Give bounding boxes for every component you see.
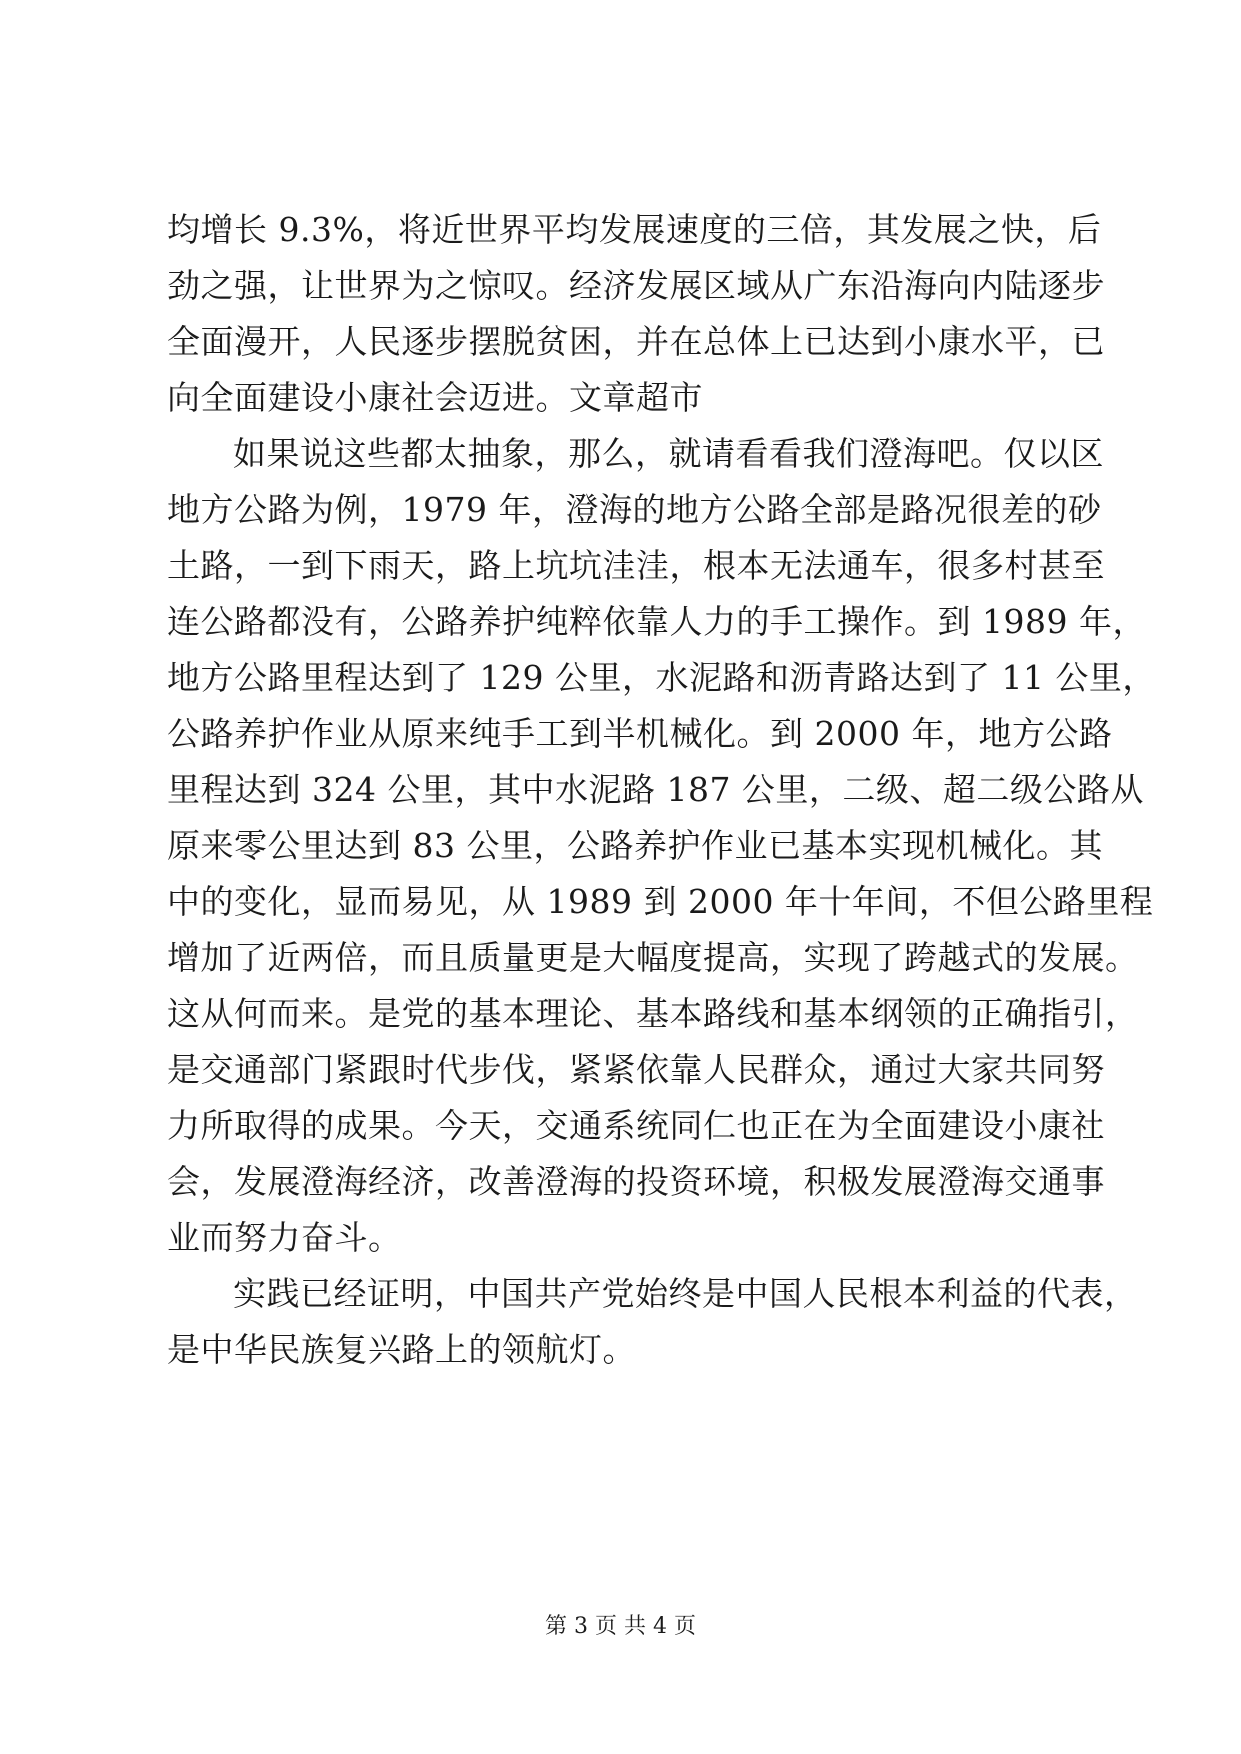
paragraph-2-line-9: 中的变化，显而易见，从 1989 到 2000 年十年间，不但公路里程 bbox=[167, 882, 1154, 921]
paragraph-1-line-4: 向全面建设小康社会迈进。文章超市 bbox=[167, 378, 703, 417]
paragraph-1-line-1: 均增长 9.3%，将近世界平均发展速度的三倍，其发展之快，后 bbox=[167, 210, 1102, 249]
paragraph-2-line-12: 是交通部门紧跟时代步伐，紧紧依靠人民群众，通过大家共同努 bbox=[167, 1050, 1105, 1089]
paragraph-2-line-5: 地方公路里程达到了 129 公里，水泥路和沥青路达到了 11 公里， bbox=[167, 658, 1156, 697]
paragraph-2-line-8: 原来零公里达到 83 公里，公路养护作业已基本实现机械化。其 bbox=[167, 826, 1103, 865]
paragraph-2-line-3: 土路，一到下雨天，路上坑坑洼洼，根本无法通车，很多村甚至 bbox=[167, 546, 1105, 585]
paragraph-2-line-6: 公路养护作业从原来纯手工到半机械化。到 2000 年，地方公路 bbox=[167, 714, 1113, 753]
paragraph-2-line-14: 会，发展澄海经济，改善澄海的投资环境，积极发展澄海交通事 bbox=[167, 1162, 1105, 1201]
paragraph-3-line-2: 是中华民族复兴路上的领航灯。 bbox=[167, 1330, 636, 1369]
paragraph-1-line-3: 全面漫开，人民逐步摆脱贫困，并在总体上已达到小康水平，已 bbox=[167, 322, 1105, 361]
paragraph-2-line-15: 业而努力奋斗。 bbox=[167, 1218, 402, 1257]
paragraph-2-line-7: 里程达到 324 公里，其中水泥路 187 公里，二级、超二级公路从 bbox=[167, 770, 1144, 809]
paragraph-3-line-1: 实践已经证明，中国共产党始终是中国人民根本利益的代表， bbox=[233, 1274, 1138, 1313]
paragraph-2-line-13: 力所取得的成果。今天，交通系统同仁也正在为全面建设小康社 bbox=[167, 1106, 1105, 1145]
page-number-footer: 第 3 页 共 4 页 bbox=[545, 1614, 696, 1639]
paragraph-2-line-2: 地方公路为例，1979 年，澄海的地方公路全部是路况很差的砂 bbox=[167, 490, 1102, 529]
paragraph-2-line-4: 连公路都没有，公路养护纯粹依靠人力的手工操作。到 1989 年， bbox=[167, 602, 1146, 641]
paragraph-2-line-11: 这从何而来。是党的基本理论、基本路线和基本纲领的正确指引， bbox=[167, 994, 1139, 1033]
paragraph-1-line-2: 劲之强，让世界为之惊叹。经济发展区域从广东沿海向内陆逐步 bbox=[167, 266, 1105, 305]
paragraph-2-line-1: 如果说这些都太抽象，那么，就请看看我们澄海吧。仅以区 bbox=[233, 434, 1104, 473]
paragraph-2-line-10: 增加了近两倍，而且质量更是大幅度提高，实现了跨越式的发展。 bbox=[167, 938, 1139, 977]
